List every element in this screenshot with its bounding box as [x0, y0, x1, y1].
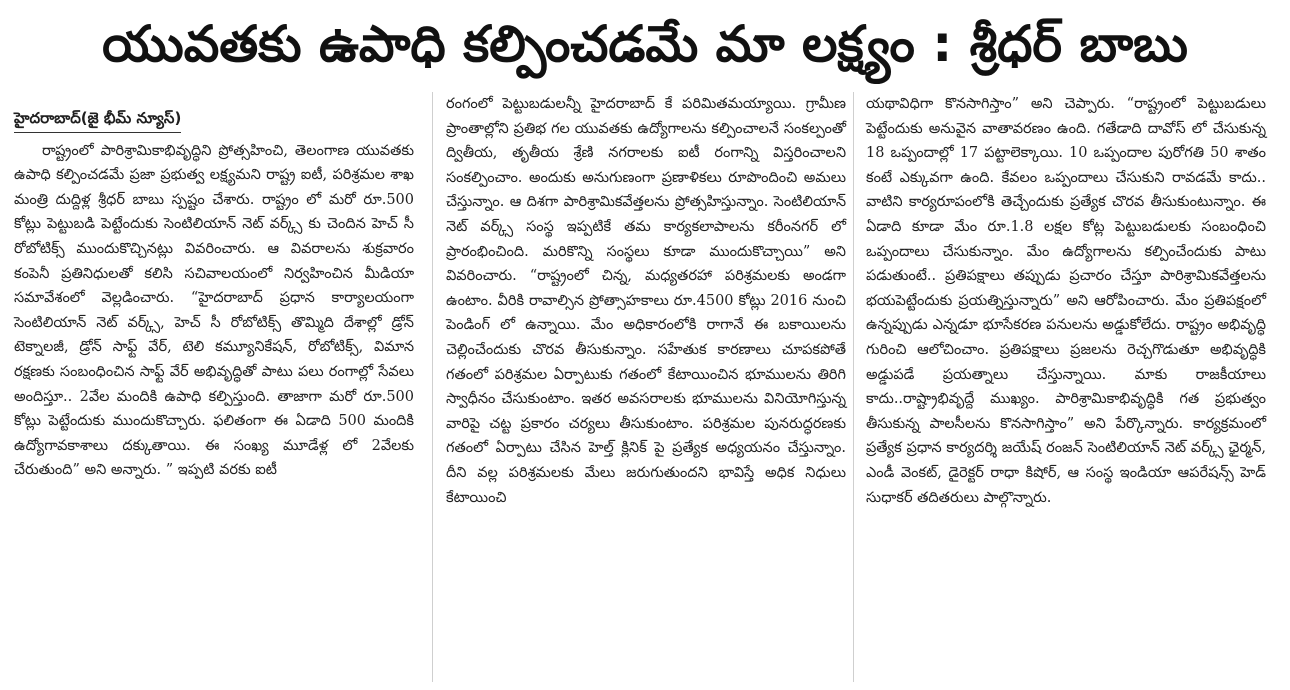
dateline: హైదరాబాద్(జై భీమ్ న్యూస్) [14, 106, 181, 133]
column-divider [432, 92, 433, 682]
article-headline: యువతకు ఉపాధి కల్పించడమే మా లక్ష్యం : శ్రీధర్ బాబు [102, 15, 1188, 73]
column-divider [853, 92, 854, 682]
column-text: రాష్ట్రంలో పారిశ్రామికాభివృద్ధిని ప్రోత్సహించి, తెలంగాణ యువతకు ఉపాధి కల్పించడమే ప్రజా ప్రభుత్వ లక్ష్యమని రాష్ట్ర ఐటీ, పరిశ్రమల శాఖ మంత్రి దుద్దిళ్ల శ్రీధర్ బాబు స్పష్టం చేశారు. రాష్ట్రం లో మరో రూ.500 కోట్లు పెట్టుబడి పెట్టేందుకు సెంటిలియాన్ నెట్ వర్క్స్ కు చెందిన హెచ్ సీ రోబోటిక్స్ ముందుకొచ్చినట్లు వివరించారు. ఆ వివరాలను శుక్రవారం కంపెనీ ప్రతినిధులతో కలిసి సచివాలయంలో నిర్వహించిన మీడియా సమావేశంలో వెల్లడించారు. “హైదరాబాద్ ప్రధాన కార్యాలయంగా సెంటిలియాన్ నెట్ వర్క్స్, హెచ్ సీ రోబోటిక్స్ తొమ్మిది దేశాల్లో డ్రోన్ టెక్నాలజీ, డ్రోన్ సాఫ్ట్ వేర్, టెలి కమ్యూనికేషన్, రోబోటిక్స్, విమాన రక్షణకు సంబంధించిన సాఫ్ట్ వేర్ అభివృద్ధితో పాటు పలు రంగాల్లో సేవలు అందిస్తూ.. 2వేల మందికి ఉపాధి కల్పిస్తుంది. తాజాగా మరో రూ.500 కోట్లు పెట్టేందుకు ముందుకొచ్చారు. ఫలితంగా ఈ ఏడాది 500 మందికి ఉద్యోగావకాశాలు దక్కుతాయి. ఈ సంఖ్య మూడేళ్ల లో 2వేలకు చేరుతుంది” అని అన్నారు. ” ఇప్పటి వరకు ఐటీ [14, 142, 414, 479]
article-column-3 [866, 92, 1266, 510]
article-column-2 [446, 92, 846, 510]
column-text: యథావిధిగా కొనసాగిస్తాం” అని చెప్పారు. “రాష్ట్రంలో పెట్టుబడులు పెట్టేందుకు అనువైన వాతావరణం ఉంది. గతేడాది దావోస్ లో చేసుకున్న 18 ఒప్పందాల్లో 17 పట్టాలెక్కాయి. 10 ఒప్పందాల పురోగతి 50 శాతం కంటే ఎక్కువగా ఉంది. కేవలం ఒప్పందాలు చేసుకుని రావడమే కాదు.. వాటిని కార్యరూపంలోకి తెచ్చేందుకు ప్రత్యేక చొరవ తీసుకుంటున్నాం. ఈ ఏడాది కూడా మేం రూ.1.8 లక్షల కోట్ల పెట్టుబడులకు సంబంధించి ఒప్పందాలు చేసుకున్నాం. మేం ఉద్యోగాలను కల్పించేందుకు పాటు పడుతుంటే.. ప్రతిపక్షాలు తప్పుడు ప్రచారం చేస్తూ పారిశ్రామికవేత్తలను భయపెట్టేందుకు ప్రయత్నిస్తున్నారు” అని ఆరోపించారు. మేం ప్రతిపక్షంలో ఉన్నప్పుడు ఎన్నడూ భూసేకరణ పనులను అడ్డుకోలేదు. రాష్ట్రం అభివృద్ధి గురించి ఆలోచించాం. ప్రతిపక్షాలు ప్రజలను రెచ్చగొడుతూ అభివృద్ధికి అడ్డుపడే ప్రయత్నాలు చేస్తున్నాయి. మాకు రాజకీయాలు కాదు..రాష్ట్రాభివృద్దే ముఖ్యం. పారిశ్రామికాభివృద్ధికి గత ప్రభుత్వం తీసుకున్న పాలసీలను కొనసాగిస్తాం” అని పేర్కొన్నారు. కార్యక్రమంలో ప్రత్యేక ప్రధాన కార్యదర్శి జయేష్ రంజన్ సెంటిలియాన్ నెట్ వర్క్స్ ఛైర్మన్, ఎండీ వెంకట్, డైరెక్టర్ రాధా కిషోర్, ఆ సంస్థ ఇండియా ఆపరేషన్స్ హెడ్ సుధాకర్ తదితరులు పాల్గొన్నారు. [866, 96, 1266, 506]
column-text: రంగంలో పెట్టుబడులన్నీ హైదరాబాద్ కే పరిమితమయ్యాయి. గ్రామీణ ప్రాంతాల్లోని ప్రతిభ గల యువతకు ఉద్యోగాలను కల్పించాలనే సంకల్పంతో ద్వితీయ, తృతీయ శ్రేణి నగరాలకు ఐటీ రంగాన్ని విస్తరించాలని సంకల్పించాం. అందుకు అనుగుణంగా ప్రణాళికలు రూపొందించి అమలు చేస్తున్నాం. ఆ దిశగా పారిశ్రామికవేత్తలను ప్రోత్సహిస్తున్నాం. సెంటిలియాన్ నెట్ వర్క్స్ సంస్థ ఇప్పటికే తమ కార్యకలాపాలను కరీంనగర్ లో ప్రారంభించింది. మరికొన్ని సంస్థలు కూడా ముందుకొచ్చాయి” అని వివరించారు. “రాష్ట్రంలో చిన్న, మధ్యతరహా పరిశ్రమలకు అండగా ఉంటాం. వీరికి రావాల్సిన ప్రోత్సాహకాలు రూ.4500 కోట్లు 2016 నుంచి పెండింగ్ లో ఉన్నాయి. మేం అధికారంలోకి రాగానే ఈ బకాయిలను చెల్లించేందుకు చొరవ తీసుకున్నాం. సహేతుక కారణాలు చూపకపోతే గతంలో పరిశ్రమల ఏర్పాటుకు గతంలో కేటాయించిన భూములను తిరిగి స్వాధీనం చేసుకుంటాం. ఇతర అవసరాలకు భూములను వినియోగిస్తున్న వారిపై చట్ట ప్రకారం చర్యలు తీసుకుంటాం. పరిశ్రమల పునరుద్ధరణకు గతంలో ఏర్పాటు చేసిన హెల్త్ క్లినిక్ పై ప్రత్యేక అధ్యయనం చేస్తున్నాం. దీని వల్ల పరిశ్రమలకు మేలు జరుగుతుందని భావిస్తే అధిక నిధులు కేటాయించి [446, 96, 846, 506]
article-column-1 [14, 106, 414, 483]
